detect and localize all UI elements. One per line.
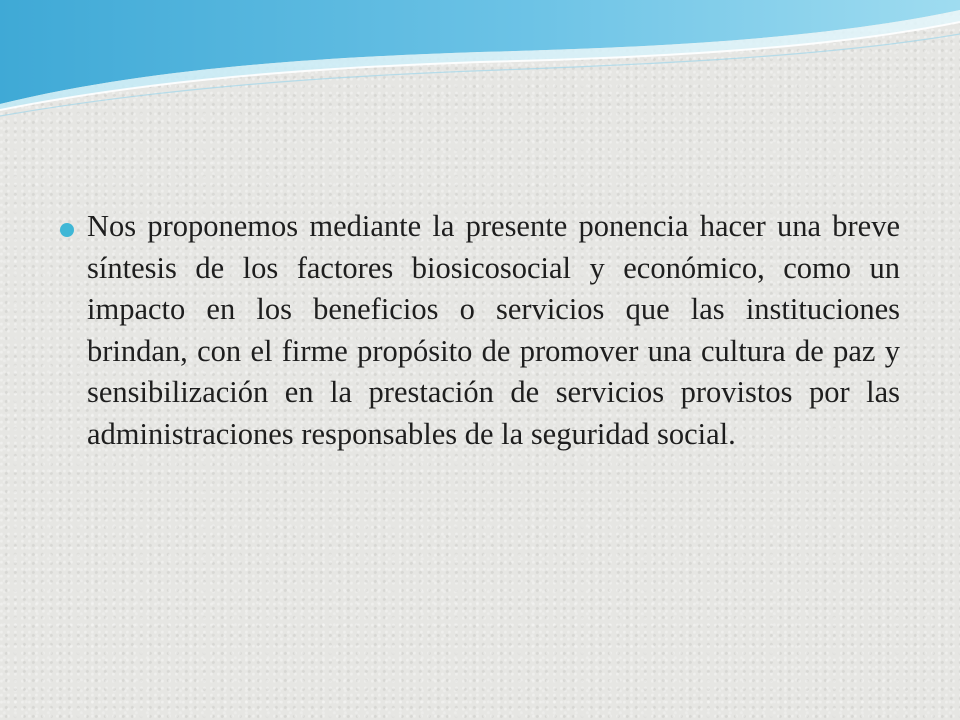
- bullet-text: Nos proponemos mediante la presente ponencia hacer una breve síntesis de los factores biosicosocial y económico, como un impacto en los beneficios o servicios que las instituciones brindan, con el firme propósito de promover una cultura de paz y sensibilización en la prestación de servicios provistos por las administraciones responsables de la seguridad social.: [87, 209, 900, 451]
- header-wave-decoration: [0, 0, 960, 120]
- slide-content: [60, 206, 900, 455]
- bullet-item: [60, 206, 900, 455]
- bullet-dot-icon: [60, 223, 74, 237]
